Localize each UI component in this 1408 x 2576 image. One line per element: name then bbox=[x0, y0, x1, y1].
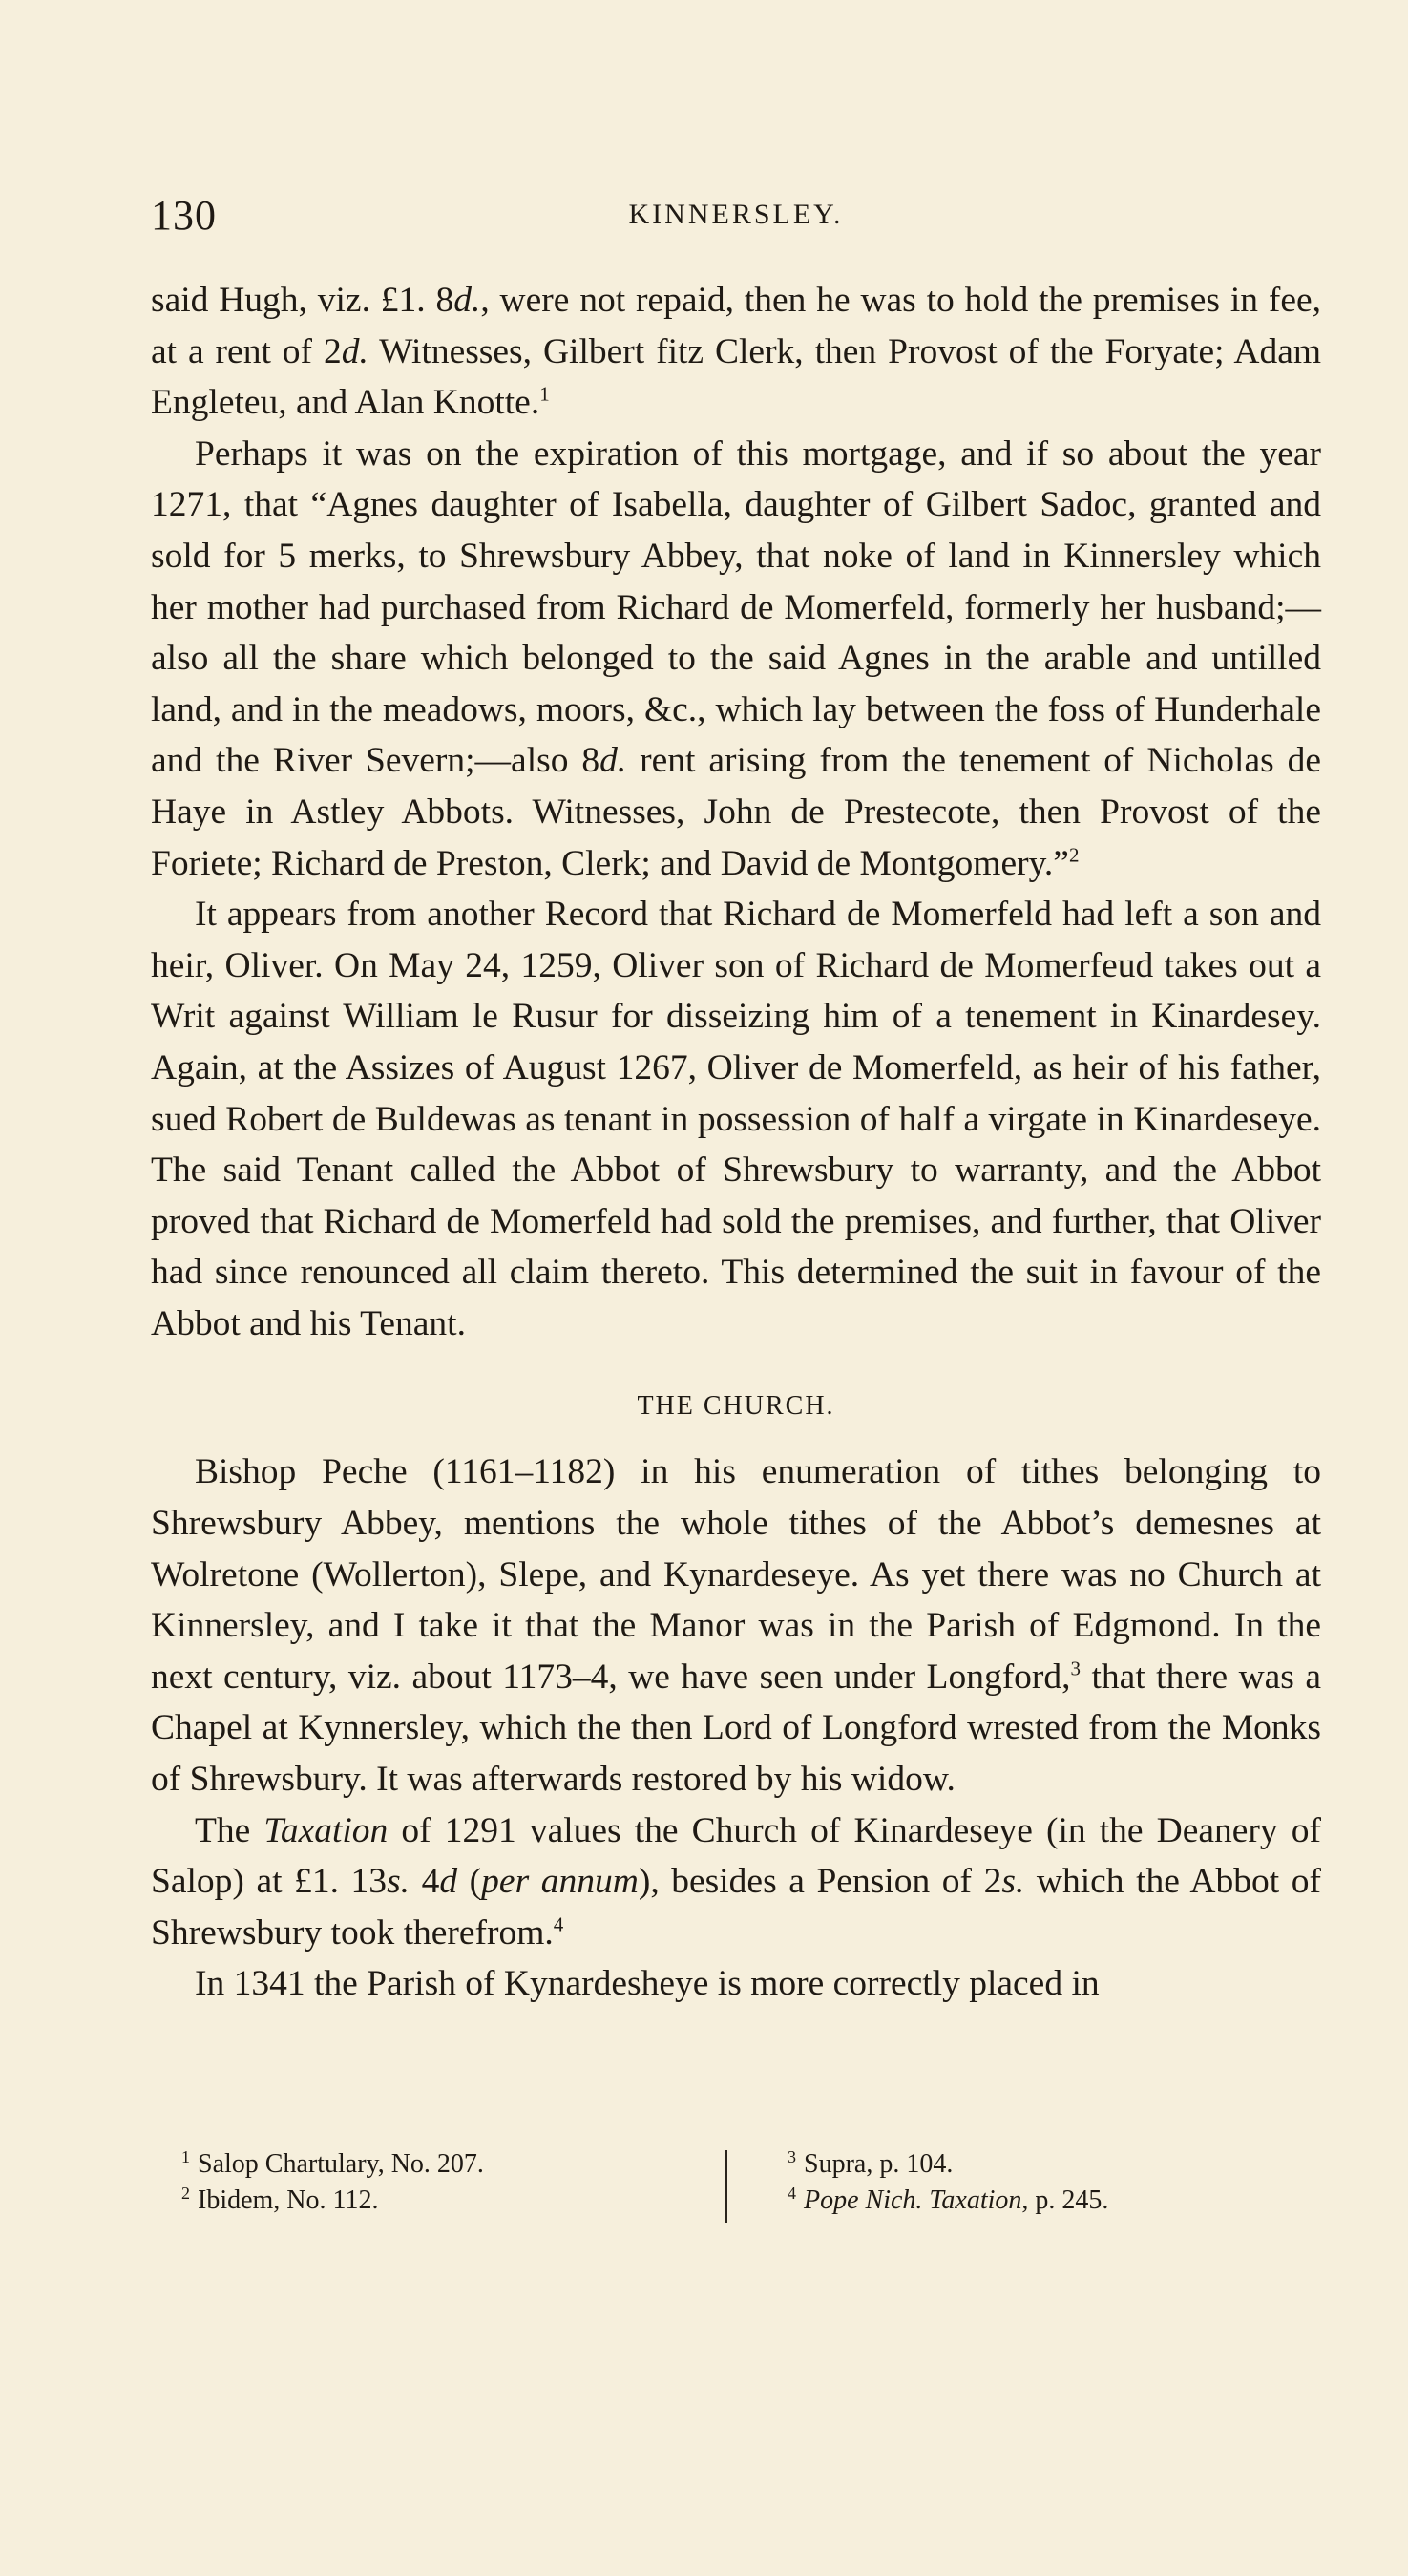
italic-span: d. bbox=[453, 281, 481, 320]
footnote-3 bbox=[788, 2146, 1322, 2183]
paragraph-oliver-momerfeld: It appears from another Record that Richard de Momerfeld had left a son and heir, Oliver. On May 24, 1259, Oliver son of Richard de Momerfeud takes out a Writ against William le Rusur for disseizing him of a tenement in Kinardesey. Again, at the Assizes of August 1267, Oliver de Momerfeld, as heir of his father, sued Robert de Buldewas as tenant in possession of half a virgate in Kinardeseye. The said Tenant called the Abbot of Shrewsbury to warranty, and the Abbot proved that Richard de Momerfeld had sold the premises, and further, that Oliver had since renounced all claim thereto. This determined the suit in favour of the Abbot and his Tenant. bbox=[151, 895, 1321, 1343]
text-span: 4 bbox=[410, 1862, 440, 1902]
footnote-text: Ibidem, No. 112. bbox=[198, 2185, 379, 2215]
text-span: ( bbox=[457, 1862, 482, 1902]
footnote-1 bbox=[181, 2146, 716, 2183]
paragraph-1341: In 1341 the Parish of Kynardesheye is more correctly placed in bbox=[195, 1964, 1100, 2004]
footnote-text: , p. 245. bbox=[1021, 2185, 1109, 2215]
body-text bbox=[151, 275, 1321, 2010]
footnote-ref-2: 2 bbox=[1068, 843, 1080, 867]
footnote-marker: 3 bbox=[788, 2146, 796, 2166]
footnote-ref-4: 4 bbox=[553, 1912, 564, 1936]
footnote-2 bbox=[181, 2183, 716, 2219]
footnotes-left-column bbox=[181, 2146, 716, 2219]
page-header bbox=[151, 191, 1321, 248]
paragraph-taxation bbox=[151, 1805, 1321, 1959]
footnotes bbox=[153, 2146, 1323, 2223]
footnote-marker: 1 bbox=[181, 2146, 190, 2166]
running-head: KINNERSLEY. bbox=[628, 199, 844, 230]
text-span: ), besides a Pension of 2 bbox=[638, 1862, 1002, 1902]
text-span: The bbox=[195, 1810, 264, 1850]
footnote-divider bbox=[725, 2150, 727, 2223]
footnote-text: Salop Chartulary, No. 207. bbox=[198, 2149, 484, 2179]
text-span: which the Abbot of Shrewsbury took therefrom. bbox=[151, 1862, 1321, 1953]
page-number: 130 bbox=[151, 192, 217, 239]
footnote-marker: 2 bbox=[181, 2183, 190, 2203]
footnotes-right-column bbox=[788, 2146, 1322, 2219]
text-span: Witnesses, Gilbert fitz Clerk, then Provost of the Foryate; Adam Engleteu, and Alan Knotte. bbox=[151, 331, 1322, 423]
italic-span: d bbox=[439, 1862, 458, 1902]
paragraph-agnes-grant bbox=[151, 429, 1321, 889]
text-span: , were not repaid, then he was to hold the premises in fee, at a rent of 2 bbox=[151, 281, 1321, 371]
italic-span: s. bbox=[1001, 1862, 1025, 1902]
italic-span: Taxation bbox=[263, 1810, 389, 1850]
footnote-text-italic: Pope Nich. Taxation bbox=[804, 2185, 1022, 2215]
text-span: said Hugh, viz. £1. 8 bbox=[151, 281, 454, 320]
italic-span: per annum bbox=[481, 1862, 639, 1902]
text-span: of 1291 values the Church of Kinardeseye (in the Deanery of Salop) at £1. 13 bbox=[151, 1810, 1321, 1902]
text-span: rent arising from the tenement of Nicholas de Haye in Astley Abbots. Witnesses, John de Prestecote, then Provost of the Foriete; Richard de Preston, Clerk; and David de Montgomery.” bbox=[151, 741, 1321, 883]
italic-span: d. bbox=[341, 331, 368, 371]
paragraph-bishop-peche bbox=[151, 1446, 1321, 1805]
italic-span: s. bbox=[387, 1862, 410, 1902]
footnote-marker: 4 bbox=[788, 2183, 796, 2203]
paragraph-continuation bbox=[151, 275, 1321, 429]
section-heading: THE CHURCH. bbox=[637, 1391, 835, 1422]
footnote-text: Supra, p. 104. bbox=[804, 2149, 954, 2179]
text-span: Perhaps it was on the expiration of this mortgage, and if so about the year 1271, that “Agnes daughter of Isabella, daughter of Gilbert Sadoc, granted and sold for 5 merks, to Shrewsbury Abbey, that noke of land in Kinnersley which her mother had purchased from Richard de Momerfeld, formerly her husband;—also all the share which belonged to the said Agnes in the arable and untilled land, and in the meadows, moors, &c., which lay between the foss of Hunderhale and the River Severn;—also 8 bbox=[151, 433, 1321, 781]
text-span: that there was a Chapel at Kynnersley, which the then Lord of Longford wrested from the Monks of Shrewsbury. It was afterwards restored by his widow. bbox=[151, 1657, 1321, 1800]
text-span: Bishop Peche (1161–1182) in his enumeration of tithes belonging to Shrewsbury Abbey, mentions the whole tithes of the Abbot’s demesnes at Wolretone (Wollerton), Slepe, and Kynardeseye. As yet there was no Church at Kinnersley, and I take it that the Manor was in the Parish of Edgmond. In the next century, viz. about 1173–4, we have seen under Longford, bbox=[151, 1452, 1321, 1697]
footnote-ref-3: 3 bbox=[1070, 1657, 1082, 1680]
italic-span: d. bbox=[599, 741, 627, 781]
footnote-4 bbox=[788, 2183, 1322, 2219]
footnote-ref-1: 1 bbox=[539, 382, 550, 406]
